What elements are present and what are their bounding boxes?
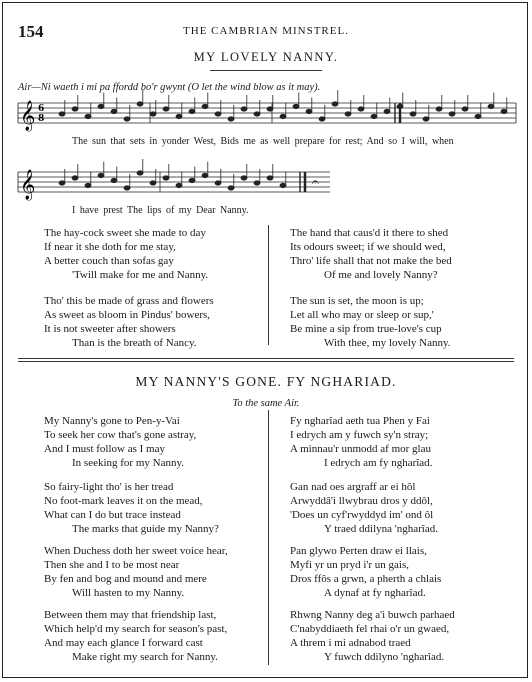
song1-right-stanza-2 [290, 294, 451, 350]
verse-line: No foot-mark leaves it on the mead, [44, 495, 203, 507]
note-head [293, 104, 299, 108]
note-head [202, 173, 208, 177]
song2-right-stanza-1 [290, 414, 432, 470]
music-lyric-line-2: I have prest The lips of my Dear Nanny. [72, 205, 249, 216]
note-head [462, 107, 468, 111]
verse-line: Thro' life shall that not make the bed [290, 255, 452, 267]
note-head [98, 173, 104, 177]
note-head [410, 112, 416, 116]
page-number: 154 [18, 22, 44, 41]
song2-left-stanza-4 [44, 608, 227, 664]
treble-clef-icon: 𝄞 [20, 101, 36, 131]
note-head [85, 183, 91, 187]
note-head [228, 186, 234, 190]
note-head [449, 112, 455, 116]
verse-line: The sun is set, the moon is up; [290, 295, 424, 307]
verse-line: C'nabyddiaeth fel rhai o'r un gwaed, [290, 623, 450, 635]
song-title-2: MY NANNY'S GONE. FY NGHARIAD. [135, 374, 397, 389]
note-head [280, 183, 286, 187]
verse-line: The marks that guide my Nanny? [72, 523, 219, 535]
song1-right-stanza-1 [290, 226, 452, 282]
verse-line: Let all who may or sleep or sup,' [290, 309, 434, 321]
verse-line: And may each glance I forward cast [44, 637, 203, 649]
verse-line: What can I do but trace instead [44, 509, 181, 521]
note-head [59, 181, 65, 185]
verse-line: I edrych am y fuwch sy'n stray; [290, 429, 429, 441]
verse-line: A minnau'r unmodd af mor glau [290, 443, 431, 455]
note-head [98, 104, 104, 108]
verse-line: Arwyddâ'i llwybrau dros y ddôl, [290, 495, 433, 507]
verse-line: A dynaf at fy ngharîad. [324, 587, 426, 599]
verse-line: Pan glywo Perten draw ei llais, [290, 545, 427, 557]
note-head [111, 109, 117, 113]
note-head [241, 176, 247, 180]
verse-line: The hay-cock sweet she made to day [44, 227, 206, 239]
verse-line: A better couch than sofas gay [44, 255, 174, 267]
note-head [72, 107, 78, 111]
note-head [72, 176, 78, 180]
note-head [111, 178, 117, 182]
note-head [254, 112, 260, 116]
song2-right-stanza-2 [290, 480, 438, 536]
verse-line: 'Does un cyf'rwyddyd im' ond ôl [290, 509, 434, 521]
note-head [215, 181, 221, 185]
verse-line: Which help'd my search for season's past, [44, 623, 228, 635]
note-head [150, 181, 156, 185]
verse-line: Then she and I to be most near [44, 559, 180, 571]
verse-line: Between them may that friendship last, [44, 609, 217, 621]
song-title-1: MY LOVELY NANNY. [193, 50, 339, 64]
note-head [384, 109, 390, 113]
song2-left-stanza-3 [44, 544, 228, 600]
verse-line: Be mine a sip from true-love's cup [290, 323, 442, 335]
song2-right-stanza-4 [290, 608, 455, 664]
note-head [228, 117, 234, 121]
note-head [306, 109, 312, 113]
verse-line: As sweet as bloom in Pindus' bowers, [44, 309, 211, 321]
song2-left-stanza-1 [44, 414, 196, 470]
note-head [202, 104, 208, 108]
running-head: THE CAMBRIAN MINSTREL. [183, 25, 349, 37]
song2-left-stanza-2 [44, 480, 219, 536]
column-divider-1 [268, 225, 269, 345]
verse-line: Will hasten to my Nanny. [72, 587, 185, 599]
verse-line: In seeking for my Nanny. [72, 457, 185, 469]
verse-line: Gan nad oes argraff ar ei hôl [290, 481, 416, 493]
verse-line: Y traed ddilyna 'ngharîad. [324, 523, 438, 535]
verse-line: Y fuwch ddilyno 'ngharîad. [324, 651, 445, 663]
note-head [280, 114, 286, 118]
verse-line: So fairy-light tho' is her tread [44, 481, 174, 493]
note-head [254, 181, 260, 185]
note-head [137, 102, 143, 106]
note-head [150, 112, 156, 116]
note-head [215, 112, 221, 116]
note-head [423, 117, 429, 121]
verse-line: Rhwng Nanny deg a'i buwch parhaed [290, 609, 455, 621]
note-head [488, 104, 494, 108]
verse-line: Make right my search for Nanny. [72, 651, 218, 663]
verse-line: It is not sweeter after showers [44, 323, 176, 335]
note-head [436, 107, 442, 111]
verse-line: I edrych am fy ngharîad. [324, 457, 433, 469]
verse-line: Tho' this be made of grass and flowers [44, 295, 214, 307]
verse-line: Fy ngharîad aeth tua Phen y Fai [290, 415, 430, 427]
verse-line: The hand that caus'd it there to shed [290, 227, 449, 239]
note-head [332, 102, 338, 106]
verse-line: Than is the breath of Nancy. [72, 337, 197, 349]
verse-line: A threm i mi adnabod traed [290, 637, 411, 649]
verse-line: Of me and lovely Nanny? [324, 269, 438, 281]
song1-left-stanza-2 [44, 294, 214, 350]
column-divider-2 [268, 410, 269, 665]
song2-right-stanza-3 [290, 544, 441, 600]
section-rule-top [18, 358, 514, 359]
note-head [397, 104, 403, 108]
note-head [319, 117, 325, 121]
note-head [189, 178, 195, 182]
air-line: Air—Ni waeth i mi pa ffordd bo'r gwynt (O let the wind blow as it may). [18, 82, 321, 93]
svg-text:8: 8 [38, 114, 45, 124]
svg-text:6: 6 [38, 104, 45, 114]
note-head [163, 107, 169, 111]
verse-line: My Nanny's gone to Pen-y-Vai [44, 415, 180, 427]
note-head [59, 112, 65, 116]
note-head [371, 114, 377, 118]
note-head [137, 171, 143, 175]
note-head [475, 114, 481, 118]
note-head [163, 176, 169, 180]
note-head [267, 176, 273, 180]
verse-line: When Duchess doth her sweet voice hear, [44, 545, 228, 557]
note-head [176, 114, 182, 118]
verse-line: By fen and bog and mound and mere [44, 573, 207, 585]
song1-left-stanza-1 [44, 226, 208, 282]
verse-line: Its odours sweet; if we should wed, [290, 241, 446, 253]
note-head [124, 117, 130, 121]
verse-line: If near it she doth for me stay, [44, 241, 176, 253]
verse-line: 'Twill make for me and Nanny. [72, 269, 209, 281]
note-head [267, 107, 273, 111]
song-subtitle: To the same Air. [232, 398, 300, 409]
note-head [358, 107, 364, 111]
verse-line: Myfi yr un pryd i'r un gais, [290, 559, 409, 571]
verse-line: Dros ffôs a grwn, a pherth a chlais [290, 573, 442, 585]
music-score [0, 0, 532, 230]
note-head [189, 109, 195, 113]
treble-clef-icon-2: 𝄞 [20, 170, 36, 200]
note-head [345, 112, 351, 116]
section-rule-bottom [18, 361, 514, 362]
verse-line: And I must follow as I may [44, 443, 165, 455]
svg-text:𝄐: 𝄐 [312, 175, 319, 189]
note-head [501, 109, 507, 113]
note-head [176, 183, 182, 187]
verse-line: To seek her cow that's gone astray, [44, 429, 197, 441]
note-head [241, 107, 247, 111]
verse-line: With thee, my lovely Nanny. [324, 337, 451, 349]
music-lyric-line-1: The sun that sets in yonder West, Bids me as well prepare for rest; And so I will, when [72, 136, 454, 147]
note-head [124, 186, 130, 190]
note-head [85, 114, 91, 118]
